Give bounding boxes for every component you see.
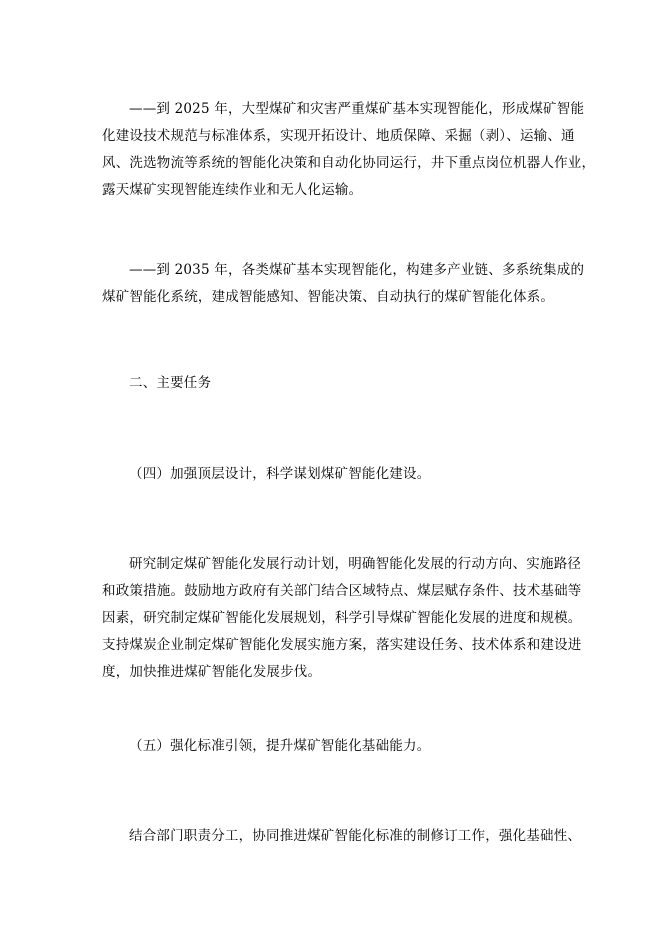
text-line: ——到 2035 年，各类煤矿基本实现智能化，构建多产业链、多系统集成的: [129, 262, 585, 278]
text-line: （四）加强顶层设计，科学谋划煤矿智能化建设。: [129, 466, 431, 482]
text-line: 因素，研究制定煤矿智能化发展规划，科学引导煤矿智能化发展的进度和规模。: [102, 610, 582, 626]
text-line: ——到 2025 年，大型煤矿和灾害严重煤矿基本实现智能化，形成煤矿智能: [129, 101, 585, 117]
text-line: （五）强化标准引领，提升煤矿智能化基础能力。: [129, 738, 431, 754]
section-heading-main-tasks: [102, 370, 568, 397]
text-line: 度，加快推进煤矿智能化发展步伐。: [102, 664, 322, 680]
text-line: 结合部门职责分工，协同推进煤矿智能化标准的制修订工作，强化基础性、: [129, 828, 582, 844]
text-line: 支持煤炭企业制定煤矿智能化发展实施方案，落实建设任务、技术体系和建设进: [102, 637, 582, 653]
text-line: 露天煤矿实现智能连续作业和无人化运输。: [102, 182, 363, 198]
text-line: 和政策措施。鼓励地方政府有关部门结合区域特点、煤层赋存条件、技术基础等: [102, 583, 582, 599]
text-line: 化建设技术规范与标准体系，实现开拓设计、地质保障、采掘（剥）、运输、通: [102, 128, 575, 144]
paragraph-standards: [102, 823, 582, 850]
subsection-heading-4: [102, 461, 568, 488]
text-line: 风、洗选物流等系统的智能化决策和自动化协同运行，井下重点岗位机器人作业，: [102, 155, 596, 171]
text-line: 二、主要任务: [129, 375, 212, 391]
subsection-heading-5: [102, 733, 568, 760]
paragraph-2035-goal: [102, 257, 585, 311]
text-line: 煤矿智能化系统，建成智能感知、智能决策、自动执行的煤矿智能化体系。: [102, 289, 555, 305]
paragraph-2025-goal: [102, 96, 596, 204]
paragraph-top-level-design: [102, 551, 582, 686]
text-line: 研究制定煤矿智能化发展行动计划，明确智能化发展的行动方向、实施路径: [129, 556, 582, 572]
